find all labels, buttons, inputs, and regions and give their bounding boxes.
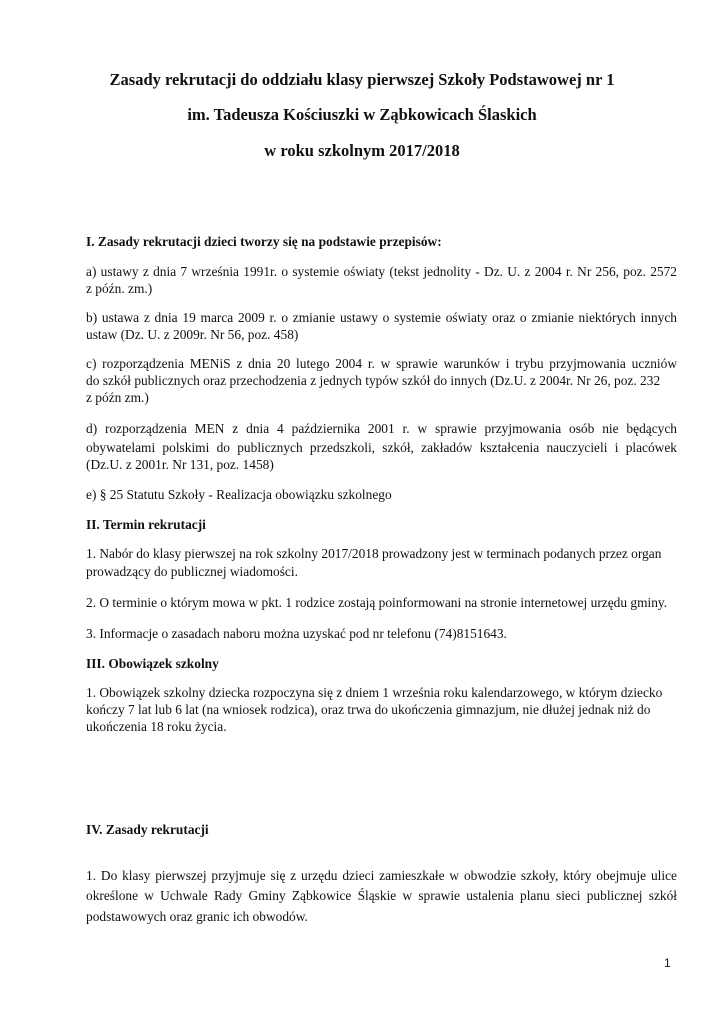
section-2-heading: II. Termin rekrutacji: [86, 517, 206, 532]
section-1-item-c-line-1: c) rozporządzenia MENiS z dnia 20 lutego 2004 r. w sprawie warunków i trybu przyjmowania uczniów: [86, 356, 677, 371]
section-1-item-a-line-1: a) ustawy z dnia 7 września 1991r. o systemie oświaty (tekst jednolity - Dz. U. z 2004 r. Nr 256, poz. 2572: [86, 264, 677, 279]
page-number: 1: [664, 956, 671, 970]
section-1-item-b-line-2: ustaw (Dz. U. z 2009r. Nr 56, poz. 458): [86, 327, 299, 342]
section-1-item-b-line-1: b) ustawa z dnia 19 marca 2009 r. o zmianie ustawy o systemie oświaty oraz o zmianie niektórych innych: [86, 310, 677, 325]
section-2-item-1-line-2: prowadzący do publicznej wiadomości.: [86, 564, 298, 579]
section-4-heading: IV. Zasady rekrutacji: [86, 822, 209, 837]
section-4-item-1-line-3: podstawowych oraz granic ich obwodów.: [86, 909, 308, 924]
section-1-item-d-line-1: d) rozporządzenia MEN z dnia 4 października 2001 r. w sprawie przyjmowania osób nie będących: [86, 421, 677, 436]
section-1-item-e: e) § 25 Statutu Szkoły - Realizacja obowiązku szkolnego: [86, 487, 392, 502]
section-1-item-a-line-2: z późn. zm.): [86, 281, 153, 296]
document-title-line-2: im. Tadeusza Kościuszki w Ząbkowicach Ślaskich: [187, 105, 537, 124]
section-1-item-d-line-2: obywatelami polskimi do publicznych przedszkoli, szkół, zakładów kształcenia nauczycieli i placówek: [86, 440, 677, 455]
section-4-item-1-line-2: określone w Uchwale Rady Gminy Ząbkowice Śląskie w sprawie ustalenia planu sieci publicznej szkół: [86, 888, 677, 903]
section-3-heading: III. Obowiązek szkolny: [86, 656, 219, 671]
section-2-item-2: 2. O terminie o którym mowa w pkt. 1 rodzice zostają poinformowani na stronie internetowej urzędu gminy.: [86, 595, 668, 610]
section-3-item-1-line-3: ukończenia 18 roku życia.: [86, 719, 227, 734]
section-3-item-1-line-1: 1. Obowiązek szkolny dziecka rozpoczyna się z dniem 1 września roku kalendarzowego, w którym dziecko: [86, 685, 663, 700]
section-1-heading: I. Zasady rekrutacji dzieci tworzy się na podstawie przepisów:: [86, 234, 442, 249]
section-1-item-c-line-2: do szkół publicznych oraz przechodzenia z jednych typów szkół do innych (Dz.U. z 2004r. Nr 26, poz. 232: [86, 373, 661, 388]
section-3-item-1-line-2: kończy 7 lat lub 6 lat (na wniosek rodzica), oraz trwa do ukończenia gimnazjum, nie dłużej jednak niż do: [86, 702, 651, 717]
section-4-item-1-line-1: 1. Do klasy pierwszej przyjmuje się z urzędu dzieci zamieszkałe w obwodzie szkoły, który obejmuje ulice: [86, 868, 677, 883]
section-2-item-1-line-1: 1. Nabór do klasy pierwszej na rok szkolny 2017/2018 prowadzony jest w terminach podanych przez organ: [86, 546, 662, 561]
section-1-item-c-line-3: z późn zm.): [86, 390, 149, 405]
document-title-line-1: Zasady rekrutacji do oddziału klasy pierwszej Szkoły Podstawowej nr 1: [109, 70, 615, 89]
section-2-item-3: 3. Informacje o zasadach naboru można uzyskać pod nr telefonu (74)8151643.: [86, 626, 507, 641]
section-1-item-d-line-3: (Dz.U. z 2001r. Nr 131, poz. 1458): [86, 457, 274, 472]
document-title-line-3: w roku szkolnym 2017/2018: [264, 141, 460, 160]
